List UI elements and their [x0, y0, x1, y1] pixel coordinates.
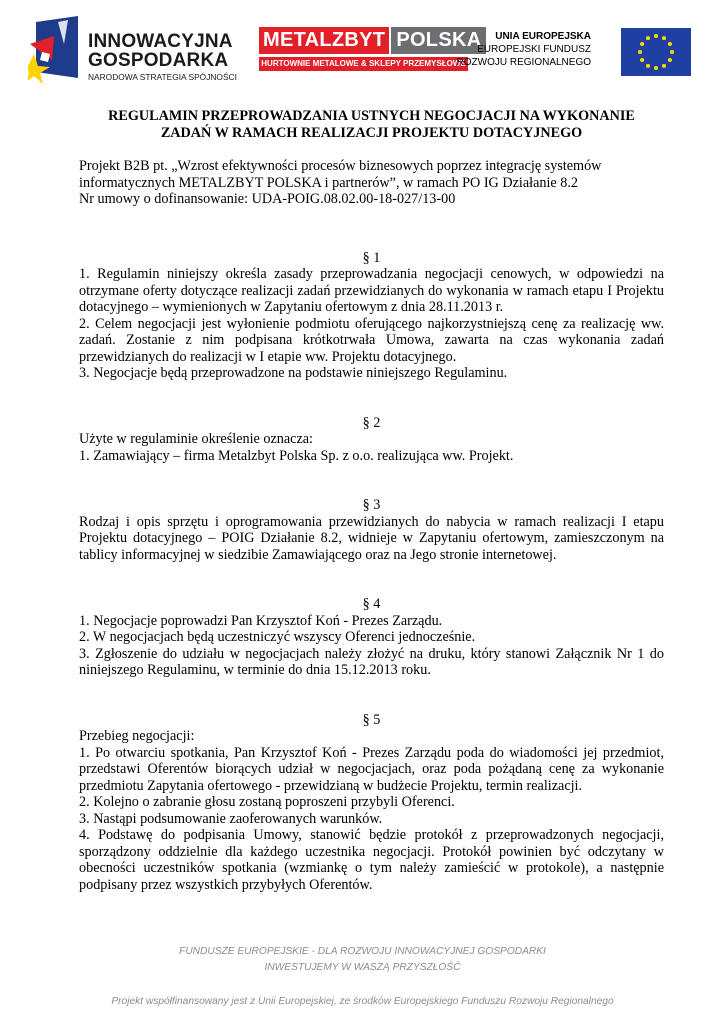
section-paragraph: 2. Kolejno o zabranie głosu zostaną poproszeni przybyli Oferenci. [79, 794, 455, 810]
section-heading: § 3 [362, 497, 381, 513]
section-heading: § 2 [362, 414, 381, 431]
project-intro [79, 158, 664, 208]
footer-cofinancing-note: Projekt współfinansowany jest z Unii Europejskiej, ze środków Europejskiego Funduszu Rozwoju Regionalnego [111, 996, 614, 1007]
page-footer [0, 944, 725, 1010]
section-paragraph: 1. Negocjacje poprowadzi Pan Krzysztof Koń - Prezes Zarządu. [79, 612, 443, 629]
section-paragraph: 1. Po otwarciu spotkania, Pan Krzysztof Koń - Prezes Zarządu poda do wiadomości jej przedmiot, przedstawi Oferentów biorących udział w negocjacjach, oraz poda pożądaną cenę za wykonanie przedmiotu Zapytania ofertowego - przewidzianą w budżecie Projektu, termin realizacji. [79, 744, 664, 794]
section-paragraph: Rodzaj i opis sprzętu i oprogramowania przewidzianych do nabycia w ramach realizacji I etapu Projektu dotacyjnego – POIG Działanie 8.2, widnieje w Zapytaniu ofertowym, zamieszczonym na tablicy informacyjnej w siedzibie Zamawiającego oraz na Jego stronie internetowej. [79, 513, 664, 563]
eu-flag-icon [621, 28, 691, 76]
section-paragraph: Użyte w regulaminie określenie oznacza: [79, 431, 313, 447]
contract-number: Nr umowy o dofinansowanie: UDA-POIG.08.02.00-18-027/13-00 [79, 191, 456, 207]
project-intro-line1: Projekt B2B pt. „Wzrost efektywności procesów biznesowych poprzez integrację systemów [79, 158, 602, 174]
polska-name: POLSKA [391, 27, 486, 54]
ig-logo-line1: INNOWACYJNA [88, 31, 233, 52]
footer-line1: FUNDUSZE EUROPEJSKIE - DLA ROZWOJU INNOWACYJNEJ GOSPODARKI [179, 946, 546, 957]
section-5 [79, 712, 664, 894]
ig-logo-line2: GOSPODARKA [88, 50, 229, 71]
section-paragraph: 3. Zgłoszenie do udziału w negocjacjach należy złożyć na druku, który stanowi Załącznik Nr 1 do niniejszego Regulaminu, w terminie do dnia 15.12.2013 roku. [79, 645, 664, 678]
eu-logo-line3: ROZWOJU REGIONALNEGO [456, 57, 591, 68]
metalzbyt-logo [259, 27, 482, 73]
section-paragraph: 4. Podstawę do podpisania Umowy, stanowić będzie protokół z przeprowadzonych negocjacji, sporządzony oddzielnie dla każdego uczestnika negocjacji. Protokół powinien być odczytany w obecności uczestników spotkania (wzmiankę o tym należy zamieścić w protokole), a następnie podpisany przez wszystkich przybyłych Oferentów. [79, 827, 664, 893]
section-paragraph: 1. Zamawiający – firma Metalzbyt Polska Sp. z o.o. realizująca ww. Projekt. [79, 447, 514, 464]
eu-logo [456, 28, 691, 78]
section-paragraph: 2. W negocjacjach będą uczestniczyć wszyscy Oferenci jednocześnie. [79, 629, 476, 645]
section-paragraph: 1. Regulamin niniejszy określa zasady przeprowadzania negocjacji cenowych, w odpowiedzi na otrzymane oferty dotyczące realizacji zadań przewidzianych do wykonania w ramach etapu I Projektu dotacyjnego – wymienionych w Zapytaniu ofertowym z dnia 28.11.2013 r. [79, 266, 664, 315]
section-2 [79, 415, 664, 465]
section-1 [79, 250, 664, 382]
section-paragraph: 3. Negocjacje będą przeprowadzone na podstawie niniejszego Regulaminu. [79, 365, 508, 381]
metalzbyt-tagline: HURTOWNIE METALOWE & SKLEPY PRZEMYSŁOWE [259, 57, 468, 71]
document-title-line2: ZADAŃ W RAMACH REALIZACJI PROJEKTU DOTACYJNEGO [160, 125, 583, 141]
section-heading: § 4 [362, 596, 381, 612]
section-4 [79, 596, 664, 679]
footer-line2: INWESTUJEMY W WASZĄ PRZYSZŁOŚĆ [264, 962, 461, 973]
eu-logo-line1: UNIA EUROPEJSKA [495, 31, 591, 42]
section-paragraph: 2. Celem negocjacji jest wyłonienie podmiotu oferującego najkorzystniejszą cenę za realizację ww. zadań. Zostanie z nim podpisana krótkotrwała Umowa, zawarta na czas wykonania zadań przewidzianych do realizacji w I etapie ww. Projektu dotacyjnego. [79, 315, 664, 365]
section-paragraph: Przebieg negocjacji: [79, 728, 195, 744]
metalzbyt-name: METALZBYT [259, 27, 389, 54]
document-title [79, 108, 664, 142]
ig-logo-title [88, 32, 233, 70]
document-body [79, 108, 664, 893]
section-heading: § 1 [362, 249, 381, 266]
project-intro-line2: informatycznych METALZBYT POLSKA i partnerów”, w ramach PO IG Działanie 8.2 [79, 174, 578, 191]
ig-logo-subtitle: NARODOWA STRATEGIA SPÓJNOŚCI [88, 72, 237, 82]
document-title-line1: REGULAMIN PRZEPROWADZANIA USTNYCH NEGOCJACJI NA WYKONANIE [108, 108, 635, 124]
section-heading: § 5 [362, 711, 381, 728]
section-3 [79, 497, 664, 563]
eu-logo-line2: EUROPEJSKI FUNDUSZ [477, 44, 591, 55]
section-paragraph: 3. Nastąpi podsumowanie zaoferowanych warunków. [79, 810, 383, 827]
ig-emblem-icon [28, 14, 84, 84]
innowacyjna-gospodarka-logo [28, 14, 238, 84]
